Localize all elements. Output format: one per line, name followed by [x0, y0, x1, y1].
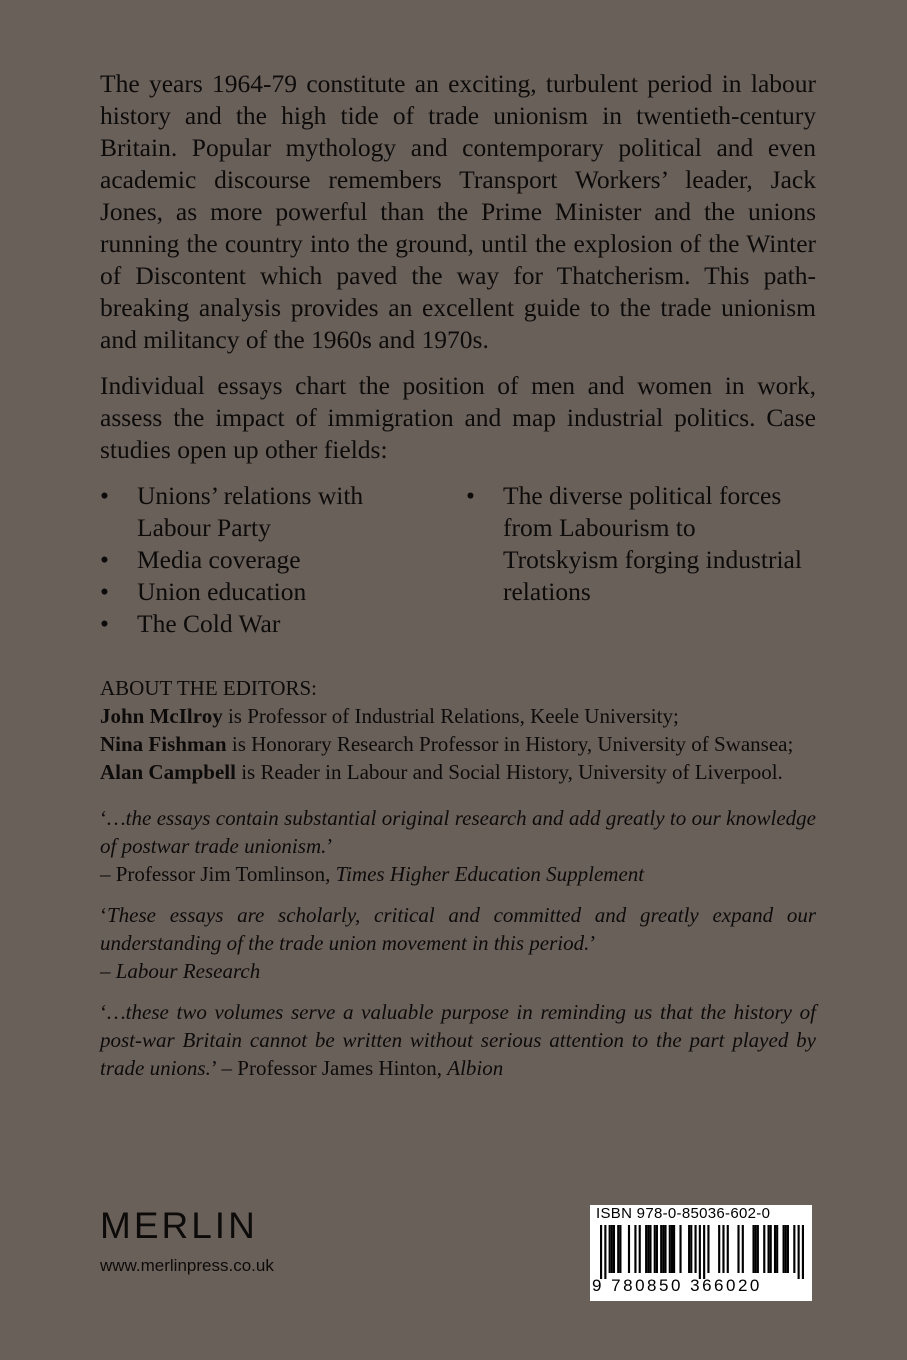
quote-source: – Labour Research — [100, 959, 261, 983]
editor-description: is Professor of Industrial Relations, Keele University; — [222, 704, 679, 728]
barcode-bar — [617, 1225, 619, 1273]
quote-open-mark: ‘ — [100, 903, 107, 927]
blurb-paragraph-1: The years 1964-79 constitute an exciting, turbulent period in labour history and the high tide of trade unionism in twentieth-century Britain. Popular mythology and contemporary political and even academic discourse remembers Transport Workers’ leader, Jack Jones, as more powerful than the Prime Minister and the unions running the country into the ground, until the explosion of the Winter of Discontent which paved the way for Thatcherism. This path-breaking analysis provides an excellent guide to the trade unionism and militancy of the 1960s and 1970s. — [100, 69, 816, 354]
barcode-bar — [722, 1225, 724, 1273]
quote-text: These essays are scholarly, critical and committed and greatly expand our understanding of the trade union movement in this period. — [100, 903, 816, 955]
barcode-bar — [671, 1225, 673, 1273]
review-quote — [100, 998, 816, 1082]
barcode-bar — [767, 1225, 769, 1273]
barcode-bar — [755, 1225, 757, 1273]
editor-name: John McIlroy — [100, 704, 223, 728]
barcode-bar — [679, 1225, 681, 1273]
bullet-item: • Unions’ relations with Labour Party — [100, 480, 435, 544]
editor-entry — [100, 758, 816, 786]
barcode-bar — [793, 1225, 795, 1273]
bullet-column-right — [466, 480, 816, 640]
barcode-bar — [718, 1225, 720, 1273]
quote-open-mark: ‘ — [100, 806, 107, 830]
bullet-item: • Union education — [100, 576, 435, 608]
cover-footer — [100, 1205, 816, 1315]
barcode-bar — [628, 1225, 630, 1273]
barcode-bar — [654, 1225, 656, 1273]
quote-close-mark: ’ — [326, 834, 334, 858]
quote-open-mark: ‘ — [100, 1000, 107, 1024]
barcode-bar — [600, 1225, 602, 1279]
quote-source: Albion — [447, 1056, 504, 1080]
publisher-url[interactable]: www.merlinpress.co.uk — [100, 1256, 274, 1275]
barcode-bar — [656, 1225, 658, 1273]
back-cover-text — [100, 68, 816, 1082]
barcode-bar — [785, 1225, 787, 1273]
barcode-bar — [802, 1225, 804, 1279]
barcode-bar — [699, 1225, 701, 1279]
quote-text: …these two volumes serve a valuable purpose in reminding us that the history of post-war Britain cannot be written without serious attention to the part played by trade unions. — [100, 1000, 816, 1080]
barcode-bar — [727, 1225, 729, 1273]
barcode-bar — [645, 1225, 647, 1273]
barcode-bar — [611, 1225, 613, 1273]
barcode-bars — [600, 1225, 804, 1279]
bullet-item: • The diverse political forces from Labourism to Trotskyism forging industrial relations — [466, 480, 816, 608]
about-editors — [100, 674, 816, 786]
barcode-bar — [634, 1225, 636, 1273]
barcode-bar — [669, 1225, 671, 1273]
barcode-bar — [639, 1225, 641, 1273]
bullet-item: • Media coverage — [100, 544, 435, 576]
publisher-logo: MERLIN — [100, 1205, 258, 1246]
ean-digits: 9 780850 366020 — [592, 1276, 762, 1295]
barcode-bar — [737, 1225, 739, 1273]
quote-source: Times Higher Education Supplement — [335, 862, 645, 886]
isbn-barcode — [590, 1205, 812, 1301]
editor-entry — [100, 702, 816, 730]
barcode-bar — [673, 1225, 675, 1273]
barcode-bar — [664, 1225, 666, 1273]
barcode-bar — [798, 1225, 800, 1279]
barcode-bar — [776, 1225, 778, 1273]
barcode-bar — [770, 1225, 772, 1273]
editor-entry — [100, 730, 816, 758]
barcode-bar — [763, 1225, 765, 1273]
barcode-bar — [774, 1225, 776, 1273]
editor-name: Alan Campbell — [100, 760, 236, 784]
barcode-bar — [703, 1225, 705, 1279]
review-quote — [100, 901, 816, 985]
quote-attribution: – Professor James Hinton, — [216, 1056, 448, 1080]
barcode-bar — [787, 1225, 789, 1273]
quote-attribution: – Professor Jim Tomlinson, — [100, 862, 336, 886]
barcode-bar — [613, 1225, 615, 1273]
editor-description: is Honorary Research Professor in History, University of Swansea; — [226, 732, 794, 756]
barcode-bar — [783, 1225, 785, 1273]
editors-heading: ABOUT THE EDITORS: — [100, 676, 318, 700]
review-quote — [100, 804, 816, 888]
barcode-bar — [647, 1225, 649, 1273]
editor-description: is Reader in Labour and Social History, University of Liverpool. — [235, 760, 783, 784]
bullet-item: • The Cold War — [100, 608, 435, 640]
editor-name: Nina Fishman — [100, 732, 227, 756]
barcode-bar — [619, 1225, 621, 1273]
barcode-bar — [694, 1225, 696, 1273]
barcode-bar — [662, 1225, 664, 1273]
barcode-bar — [604, 1225, 606, 1279]
bullet-column-left — [100, 480, 435, 640]
barcode-bar — [688, 1225, 690, 1273]
barcode-bar — [649, 1225, 651, 1273]
case-study-bullets — [100, 480, 816, 640]
barcode-bar — [690, 1225, 692, 1273]
quote-text: …the essays contain substantial original research and add greatly to our knowledge of postwar trade unionism. — [100, 806, 816, 858]
quote-close-mark: ’ — [589, 931, 597, 955]
barcode-bar — [752, 1225, 754, 1273]
isbn-label: ISBN 978-0-85036-602-0 — [596, 1205, 771, 1222]
quote-close-mark: ’ — [210, 1056, 217, 1080]
barcode-bar — [660, 1225, 662, 1273]
blurb-paragraph-2: Individual essays chart the position of men and women in work, assess the impact of immigration and map industrial politics. Case studies open up other fields: — [100, 371, 816, 464]
barcode-bar — [707, 1225, 709, 1273]
barcode-bar — [742, 1225, 744, 1273]
barcode-bar — [609, 1225, 611, 1273]
barcode-bar — [757, 1225, 759, 1273]
